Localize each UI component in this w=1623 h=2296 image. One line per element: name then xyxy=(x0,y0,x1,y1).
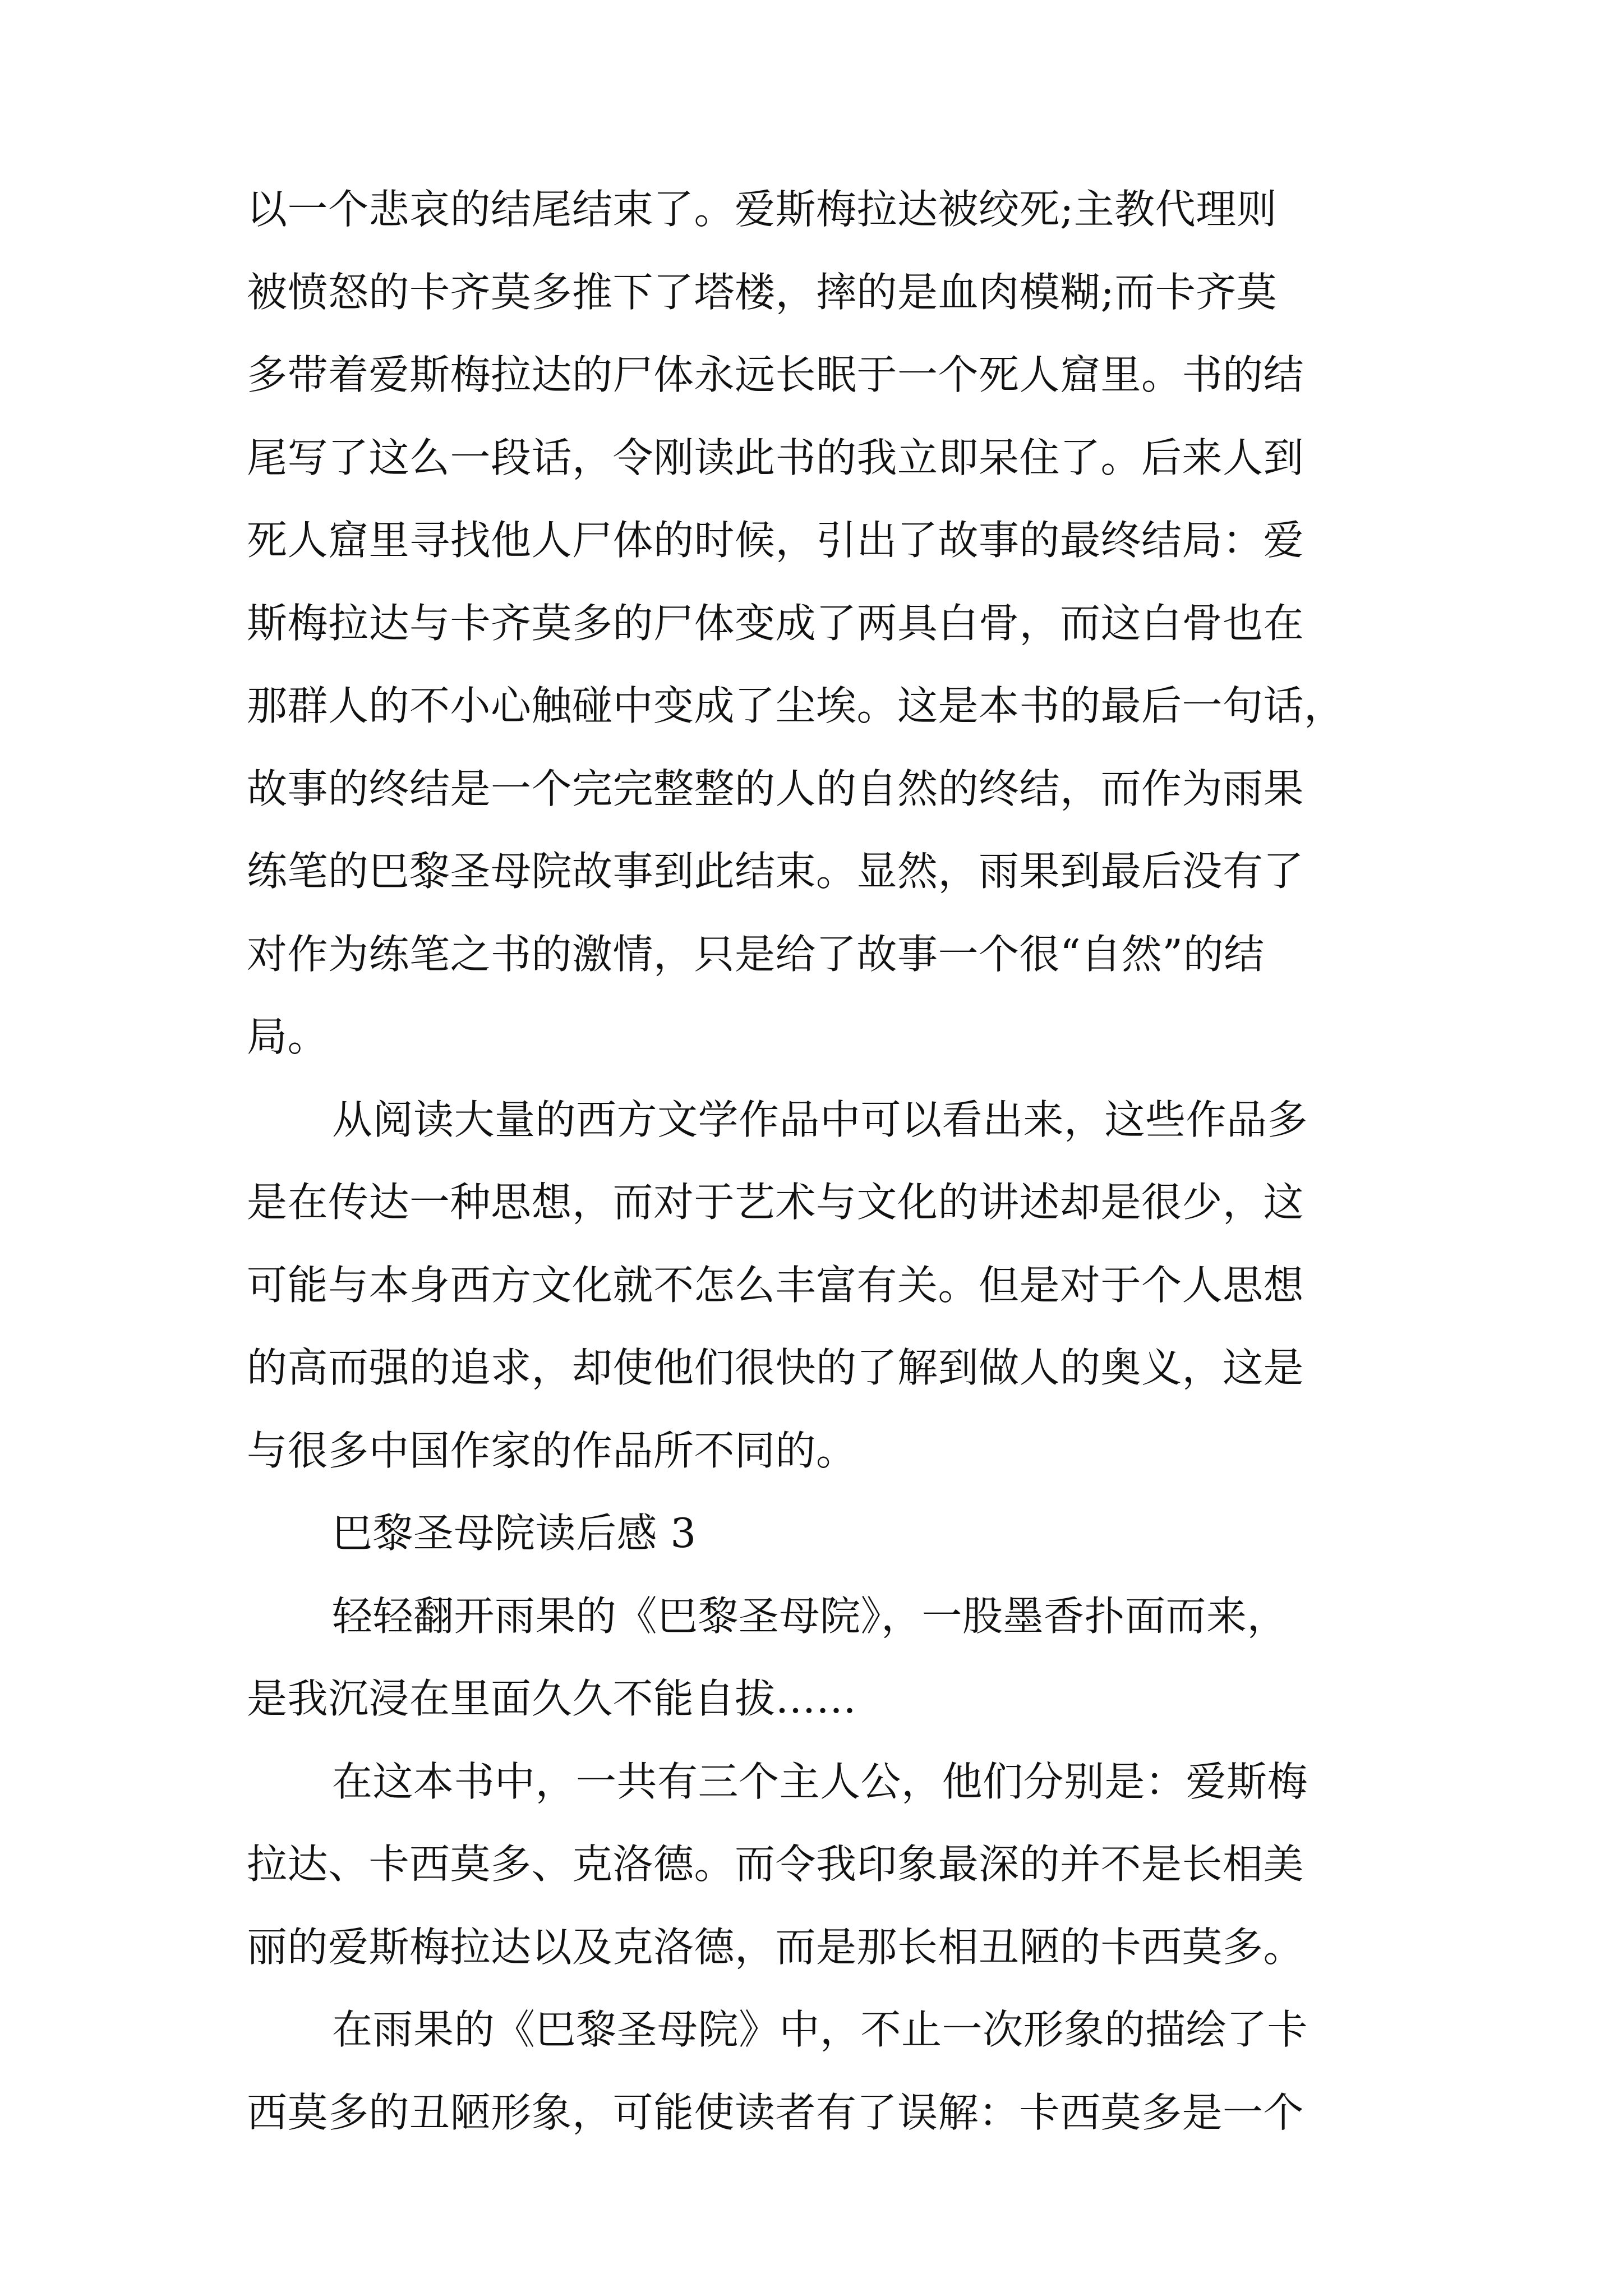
text-line: 那群人的不小心触碰中变成了尘埃。这是本书的最后一句话， xyxy=(247,682,1345,729)
text-line: 是我沉浸在里面久久不能自拔…… xyxy=(247,1675,857,1722)
text-line: 死人窟里寻找他人尸体的时候，引出了故事的最终结局：爱 xyxy=(247,517,1304,564)
paragraph-start-line: 从阅读大量的西方文学作品中可以看出来，这些作品多 xyxy=(332,1096,1308,1143)
text-line: 的高而强的追求，却使他们很快的了解到做人的奥义，这是 xyxy=(247,1344,1304,1391)
text-line: 尾写了这么一段话，令刚读此书的我立即呆住了。后来人到 xyxy=(247,434,1304,481)
text-line: 多带着爱斯梅拉达的尸体永远长眠于一个死人窟里。书的结 xyxy=(247,351,1304,398)
section-heading: 巴黎圣母院读后感 3 xyxy=(332,1510,697,1557)
text-line: 斯梅拉达与卡齐莫多的尸体变成了两具白骨，而这白骨也在 xyxy=(247,599,1304,647)
body-text xyxy=(247,168,1385,2154)
text-line: 可能与本身西方文化就不怎么丰富有关。但是对于个人思想 xyxy=(247,1261,1304,1309)
text-line: 被愤怒的卡齐莫多推下了塔楼，摔的是血肉模糊;而卡齐莫 xyxy=(247,268,1278,316)
text-line: 是在传达一种思想，而对于艺术与文化的讲述却是很少，这 xyxy=(247,1179,1304,1226)
text-line: 以一个悲哀的结尾结束了。爱斯梅拉达被绞死;主教代理则 xyxy=(247,186,1278,233)
text-line: 与很多中国作家的作品所不同的。 xyxy=(247,1427,857,1474)
text-line: 练笔的巴黎圣母院故事到此结束。显然，雨果到最后没有了 xyxy=(247,848,1304,895)
text-line: 对作为练笔之书的激情，只是给了故事一个很“自然”的结 xyxy=(247,930,1265,978)
paragraph-start-line: 轻轻翻开雨果的《巴黎圣母院》，一股墨香扑面而来， xyxy=(332,1592,1288,1640)
text-line: 故事的终结是一个完完整整的人的自然的终结，而作为雨果 xyxy=(247,765,1304,812)
paragraph-start-line: 在这本书中，一共有三个主人公，他们分别是：爱斯梅 xyxy=(332,1757,1308,1805)
text-line: 西莫多的丑陋形象，可能使读者有了误解：卡西莫多是一个 xyxy=(247,2088,1304,2136)
text-line: 局。 xyxy=(247,1013,329,1060)
text-line: 拉达、卡西莫多、克洛德。而令我印象最深的并不是长相美 xyxy=(247,1841,1304,1888)
text-line: 丽的爱斯梅拉达以及克洛德，而是那长相丑陋的卡西莫多。 xyxy=(247,1923,1304,1971)
paragraph-start-line: 在雨果的《巴黎圣母院》中，不止一次形象的描绘了卡 xyxy=(332,2006,1308,2053)
